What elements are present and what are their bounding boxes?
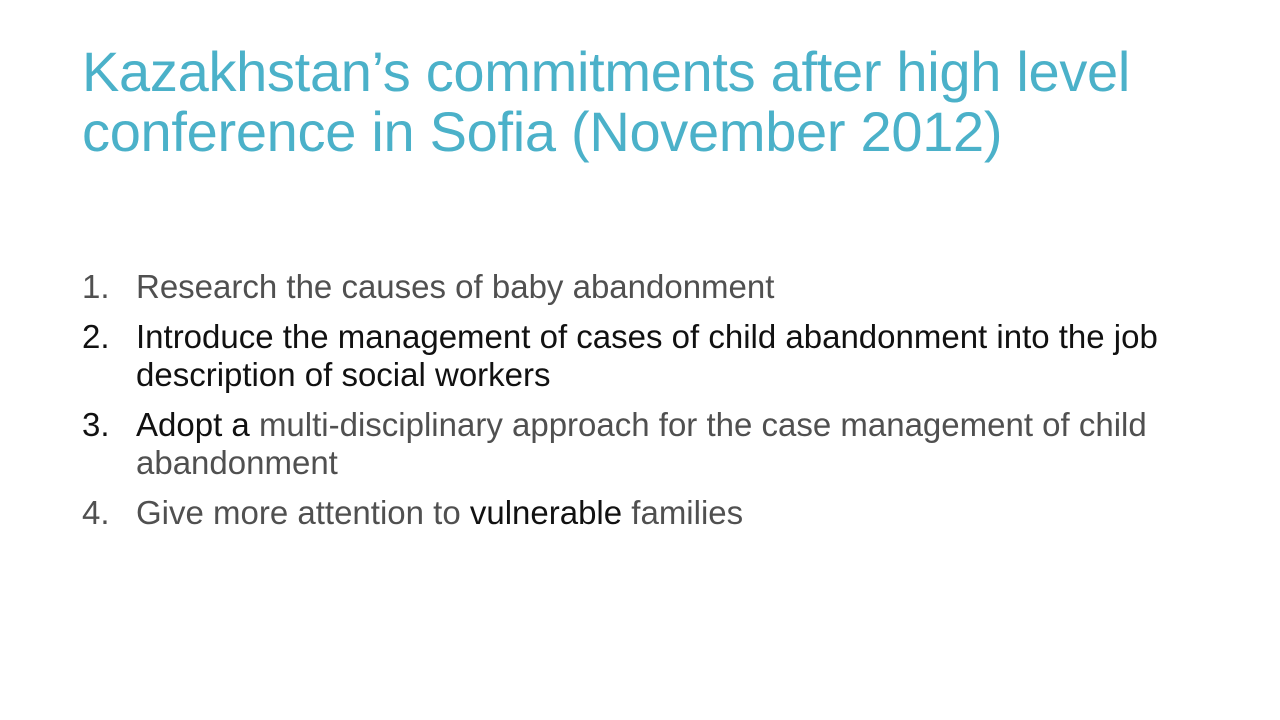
list-number-1: 1. [82, 268, 110, 305]
commitments-list [82, 268, 1232, 544]
list-text-3-part-a: Adopt a [136, 406, 259, 443]
list-item-4 [82, 494, 1232, 532]
list-text-1 [136, 268, 1232, 306]
list-number-4: 4. [82, 494, 110, 531]
list-number-3: 3. [82, 406, 110, 443]
list-item-3 [82, 406, 1232, 482]
list-text-4-part-b: vulnerable [469, 494, 623, 531]
list-text-4-part-a: Give more attention to [136, 494, 470, 531]
list-text-4 [136, 494, 1232, 532]
list-item-2 [82, 318, 1232, 394]
list-item-1 [82, 268, 1232, 306]
list-text-2-part-a: Introduce the management of cases of child abandonment into the job description of social workers [136, 318, 1158, 393]
list-text-2 [136, 318, 1232, 394]
list-number-2: 2. [82, 318, 110, 355]
list-text-4-part-c: families [622, 494, 744, 531]
slide-title: Kazakhstan’s commitments after high level conference in Sofia (November 2012) [82, 40, 1131, 163]
list-text-1-part-a: Research the causes of baby abandonment [136, 268, 775, 305]
list-text-3 [136, 406, 1232, 482]
list-text-3-part-b: multi-disciplinary approach for the case management of child abandonment [136, 406, 1147, 481]
